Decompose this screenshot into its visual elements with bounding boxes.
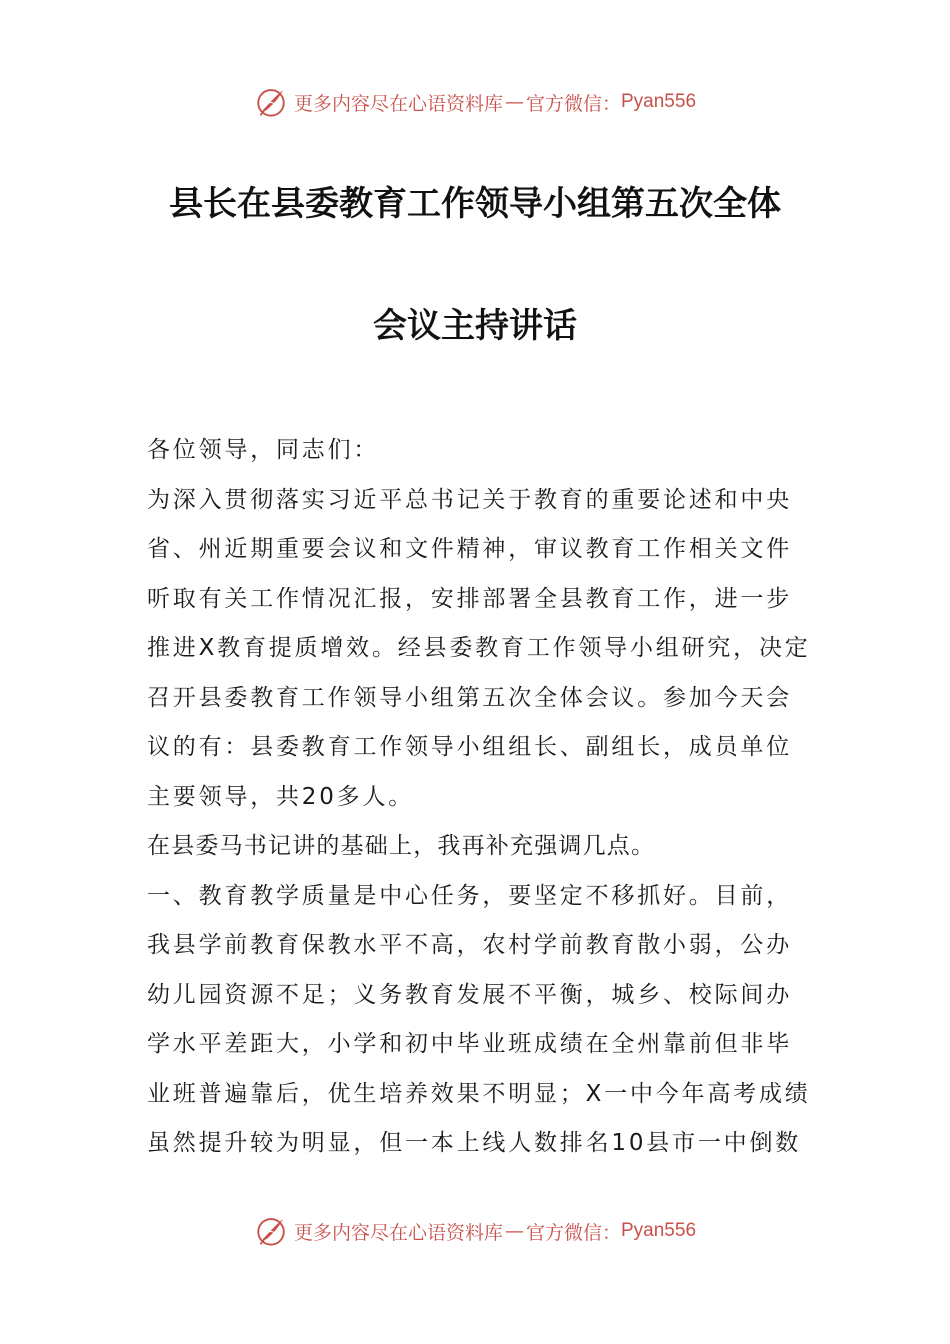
document-body: [147, 426, 811, 1169]
body-line: 我县学前教育保教水平不高，农村学前教育散小弱，公办: [147, 932, 792, 958]
body-line: 主要领导，共20多人。: [147, 783, 415, 810]
watermark-suffix: 官方微信：: [525, 1221, 621, 1244]
body-line: 学水平差距大，小学和初中毕业班成绩在全州靠前但非毕: [147, 1031, 792, 1057]
body-line: 召开县委教育工作领导小组第五次全体会议。参加今天会: [147, 684, 792, 711]
body-line: 议的有：县委教育工作领导小组组长、副组长，成员单位: [147, 734, 792, 760]
quill-seal-logo-icon: [254, 85, 288, 119]
body-line: 听取有关工作情况汇报，安排部署全县教育工作，进一步: [147, 585, 792, 612]
header-watermark: [0, 82, 950, 122]
watermark-wechat-id: Pyan556: [621, 91, 697, 112]
footer-watermark: [0, 1211, 950, 1251]
document-title-line-1: 县长在县委教育工作领导小组第五次全体: [169, 184, 781, 224]
watermark-dash: —: [504, 1220, 524, 1242]
body-line: 业班普遍靠后，优生培养效果不明显；X一中今年高考成绩: [147, 1080, 811, 1107]
body-line: 幼儿园资源不足；义务教育发展不平衡，城乡、校际间办: [147, 981, 792, 1008]
body-line: 省、州近期重要会议和文件精神，审议教育工作相关文件: [147, 536, 792, 562]
watermark-dash: —: [504, 91, 524, 113]
watermark-text: 更多内容尽在心语资料库: [293, 1221, 503, 1244]
watermark-suffix: 官方微信：: [525, 92, 621, 115]
body-line: 推进X教育提质增效。经县委教育工作领导小组研究，决定: [147, 635, 811, 661]
body-line: 为深入贯彻落实习近平总书记关于教育的重要论述和中央: [147, 486, 792, 513]
body-line: 各位领导，同志们：: [147, 437, 380, 463]
watermark-text: 更多内容尽在心语资料库: [293, 92, 503, 115]
quill-seal-logo-icon: [254, 1214, 288, 1248]
document-title-line-2: 会议主持讲话: [373, 306, 577, 346]
body-line: 在县委马书记讲的基础上，我再补充强调几点。: [147, 833, 656, 859]
body-line: 虽然提升较为明显，但一本上线人数排名10县市一中倒数: [147, 1130, 802, 1156]
watermark-wechat-id: Pyan556: [621, 1220, 697, 1241]
body-line: 一、教育教学质量是中心任务，要坚定不移抓好。目前，: [147, 882, 792, 909]
